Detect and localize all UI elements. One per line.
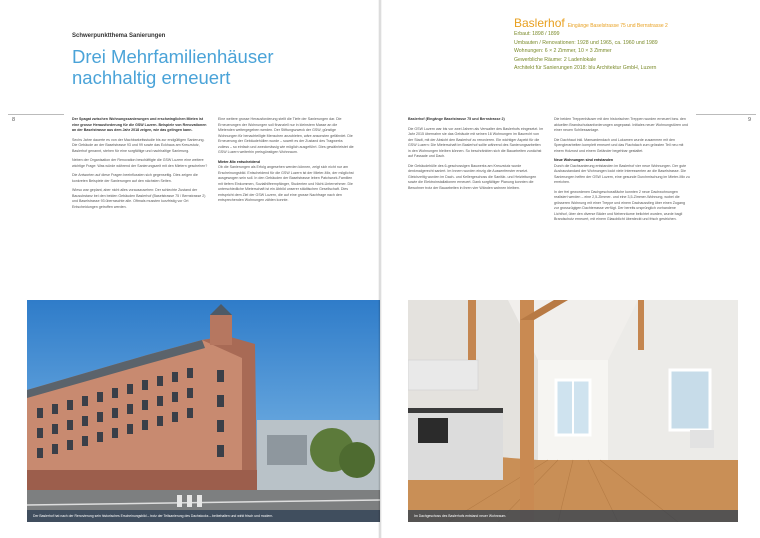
fact-title [514,16,754,30]
right-column-1 [408,117,544,195]
body-paragraph: In der frei gewordenen Dachgeschossfläche konnten 2 neue Dachwohnungen realisiert werden – eine 2,5-Zimmer- und eine 3,5-Zimmer-Wohnung, wobei die grösseren Wohnung mit einer Treppe und einem Dachausstieg über einen Zugang zur grosszügigen Dachterrasse verfügt. Der bereits ursprünglich vorhandene Lichthof, über den diverse Bäder und Nebenräume belichtet wurden, wurde bagli Brandschutz erneuert, mit einem Glasoblicht überdeckt und frisch gestrichen. [554,189,685,221]
building-exterior-image [27,300,380,522]
fact-subtitle: Eingänge Baselstrasse 75 und Bernstrasse 2 [567,23,668,29]
right-column-2 [554,117,690,227]
fact-line: Erbaut: 1898 / 1899 [514,31,560,37]
page-number-rule [696,114,756,115]
fact-line: Wohnungen: 6 × 2 Zimmer, 10 × 3 Zimmer [514,48,612,54]
body-paragraph: Die Dachhaut inkl. Mansardendach und Lukarnen wurde zusammen mit den Spenglerarbeiten komplett erneuert und das Flachdach zum grössten Teil neu mit einem Holzrost und einem Geländer begehbar gestaltet. [554,137,684,153]
body-paragraph: Sechs Jahre dauerte es von der Machbarkeitsstudie bis zur endgültigen Sanierung. Die Gebäude an der Baselstrasse 93 und 99 sowie das Eckhaus am Kreuzstutz, Baslerhof genannt, stehen für eine sorgfältige und nachhaltige Sanierung. [72,137,205,153]
fact-title-text: Baslerhof [514,16,565,30]
spine-shadow [378,0,382,538]
intro-paragraph: Der Spagat zwischen Wohnungssanierungen und erschwinglichen Mieten ist eine grosse Herausforderung für die GSW Luzern. Beispiele von Renovationen an der Baselstrasse aus dem Jahr 2018 zeigen, wie das gelingen kann. [72,117,207,132]
body-paragraph: Die beiden Treppenhäuser mit den historischen Treppen wurden erneuert bzw. den aktuellen Brandschutzanforderungen angepasst. Initiales neuer Wohnungstüren und einer neuen Schliessanlage. [554,117,688,132]
body-paragraph: Wieso war geplant, aber nicht alles vorauszusehen: Der schlechte Zustand der Bausubstanz bei den beiden Gebäuden Baslerhof (Baselstrasse 75 / Bernstrasse 2) und Baselstrasse 93 überraschte alle. Oftmals mussten kurzfristig vor Ort Entscheidungen getroffen werden. [72,188,206,209]
photo-caption: Der Baslerhof hat nach der Renovierung sein historisches Erscheinungsbild – trotz der Teilsanierung des Dachstocks – beibehalten und wirkt frisch und modern. [27,510,380,522]
left-column-1 [72,117,208,214]
body-paragraph: Neben der Organisation der Renovation beschäftigte die GSW Luzern eine weitere wichtige Frage: Was würde während der Sanierungszeit mit den Mietern geschehen? [72,158,208,168]
photo-caption: Im Dachgeschoss des Baslerhofs entstand neuer Wohnraum. [408,510,738,522]
fact-line: Architekt für Sanierungen 2018: blu Architektur GmbH, Luzern [514,65,657,71]
page-headline: Drei Mehrfamilienhäuser nachhaltig erneuert [72,46,274,88]
fact-line: Umbauten / Renovationen: 1928 und 1965, ca. 1960 und 1989 [514,39,658,46]
baslerhof-exterior-photo [27,300,380,522]
right-page [380,0,760,538]
fact-box [514,16,754,73]
body-paragraph: Durch die Dachsanierung entstanden im Baslerhof vier neue Wohnungen. Der gute Ausbaustandard der Wohnungen lockt viele Interessenten an die Baselstrasse. Die Sanierungen helfen der GSW Luzern, eine gesunde Durchmischung im Mieter-Mix zu erreichen. [554,163,690,184]
attic-interior-image [408,300,738,522]
left-column-2 [218,117,354,208]
section-heading: Baslerhof (Eingänge Baselstrasse 75 und Bernstrasse 2) [408,117,505,121]
body-paragraph: Die Antworten auf diese Fragen beeinflussten sich gegenseitig. Dies zeigen die konkreten Beispiele der Sanierungen auf den nächsten Seiten. [72,173,198,183]
page-number-rule [8,114,64,115]
body-paragraph: Ob die Sanierungen als Erfolg angesehen werden können, zeigt sich nicht nur am Erscheinungsbild. Entscheidend für die GSW Luzern ist der Mieter-Mix, der möglichst ausgewogen sein soll. In den Gebäuden der Baselstrasse leben Patchwork-Familien mit tiefem Einkommen, Sozialhilfeempfänger, Studenten und Nicht-Unternehmer. Die unterschiedliche Mieterschaft ist ein Abbild unserer städtischen Gesellschaft. Dies entspricht dem Ziel der GSW Luzern, die auf eine grosse Nachfrage nach den entsprechenden Wohnungen zählen konnte. [218,165,354,202]
page-number: 9 [748,117,752,123]
body-paragraph: Eine weitere grosse Herausforderung stellt die Tiefe der Sanierungen dar. Die Erneuerungen der Wohnungen soll finanziell nur in kleinstem Masse an die Mietenden weitergegeben werden. Der Stiftungszweck der GSW, günstige Wohnungen für benachteiligte Menschen anzubieten, wäre ansonsten gefährdet. Die Erneuerung der Gebäudehüllen wurde – soweit es der Zustand des Tragwerks zuliess – so einfach und zweckmässig wie möglich ausgeführt. Dies gewährleistet die GSW Luzern weiterhin preisgünstigen Wohnraum. [218,117,354,154]
attic-apartment-photo [408,300,738,522]
subheading: Neue Wohnungen sind entstanden [554,158,614,162]
subheading: Mieter-Mix entscheidend [218,159,260,164]
fact-line: Gewerbliche Räume: 2 Ladenlokale [514,56,597,63]
section-kicker: Schwerpunktthema Sanierungen [72,33,166,39]
body-paragraph: Die Gebäudehülle des 6-geschossigen Bauwerks am Kreuzstutz wurde denkmalgerecht saniert. Im Innern wurden einzig die Aussenfenster ersetzt. Gleichzeitig wurden im Dach- und Kellergeschoss die Sanitär- und Heizleitungen sowie die Elektroinstallationen erneuert. Dank sorgfältiger Planung konnten die Bewohner trotz der Bauarbeiten in ihren vier Wänden wohnen bleiben. [408,163,537,190]
body-paragraph: Die GSW Luzern war bis vor zwei Jahren als Verwalter des Baslerhofs eingesetzt. Im Jahr 2015 übernahm sie das Gebäude mit seinen 16 Wohnungen im Baurecht von der Stadt, mit der Absicht den Baslerhof zu renovieren. Ein wichtiger Aspekt für die GSW Luzern: Die Mieterschaft im Baslerhof sollte während des Sanierungsarbeiten in den Wohnungen bleiben können. So beschränkten sich die Bauarbeiten zunächst auf Fassade und Dach. [408,126,544,158]
page-number: 8 [12,117,16,123]
